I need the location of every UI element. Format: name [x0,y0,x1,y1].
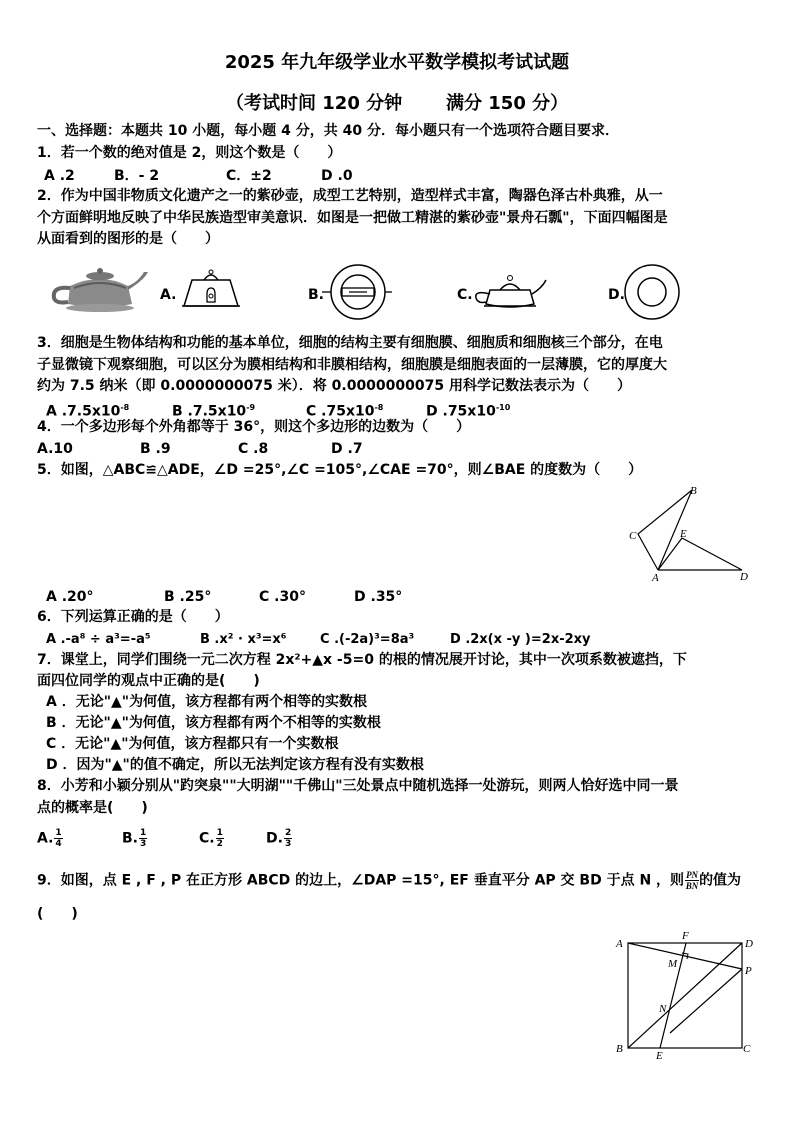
section-heading: 一、选择题：本题共 10 小题，每小题 4 分，共 40 分．每小题只有一个选项符合题目要求． [37,123,619,139]
q5-option-d: D .35° [354,589,403,605]
q3-line1: 3．细胞是生物体结构和功能的基本单位，细胞的结构主要有细胞膜、细胞质和细胞核三个部分，在电 [37,335,663,351]
q9-label-b: B [616,1043,623,1055]
q4-option-b: B .9 [140,441,171,457]
q5-label-c: C [629,530,637,542]
q8-option-c: C. $\frac{1}{2}$ [199,828,223,849]
q8-option-d: D. $\frac{2}{3}$ [266,828,292,849]
q3-line2: 子显微镜下观察细胞，可以区分为膜相结构和非膜相结构，细胞膜是细胞表面的一层薄膜，它的厚度大 [37,357,667,373]
q3-option-d: D $.75x10^{-10}$ [426,403,511,420]
q7-option-a: A ．无论"▲"为何值，该方程都有两个相等的实数根 [46,694,368,710]
exam-title: 2025 年九年级学业水平数学模拟考试试题 [224,52,570,73]
q2-line1: 2．作为中国非物质文化遗产之一的紫砂壶，成型工艺特别，造型样式丰富，陶器色泽古朴典雅，从一 [37,188,663,204]
q5-label-d: D [740,571,748,583]
q9-label-f: F [682,930,689,942]
q5-label-b: B [690,485,697,497]
q9-label-a: A [616,938,623,950]
q1-option-d: D .0 [321,168,353,184]
q3-option-a: A $.7.5x10^{-8}$ [46,403,130,420]
q9-label-m: M [668,958,678,970]
q5-stem: 5．如图，△ABC≌△ADE，∠D =25°,∠C =105°,∠CAE =70°，则∠BAE 的度数为（ ） [37,462,643,478]
q1-option-a: A .2 [44,168,75,184]
q5-label-a: A [652,572,659,584]
q2-option-c: C. [457,287,473,303]
q5-option-a: A .20° [46,589,94,605]
q1-stem: 1．若一个数的绝对值是 2，则这个数是（ ） [37,145,342,161]
q3-option-c: C $.75x10^{-8}$ [306,403,384,420]
q6-option-c: C .(-2a)³=8a³ [320,632,415,647]
q7-line2: 面四位同学的观点中正确的是( ) [37,673,260,689]
q6-option-a: A .-a⁸ ÷ a³=-a⁵ [46,632,151,647]
q4-option-a: A.10 [37,441,73,457]
q6-stem: 6．下列运算正确的是（ ） [37,609,229,625]
q9-label-d: D [745,938,753,950]
exam-time: （考试时间 120 分钟 [226,93,403,114]
q9-line2: ( ) [37,906,78,922]
q2-option-a: A. [160,287,177,303]
q5-option-b: B .25° [164,589,212,605]
q1-option-b: B．- 2 [114,168,160,184]
q5-option-c: C .30° [259,589,306,605]
q8-line2: 点的概率是( ) [37,800,148,816]
q9-square-figure [612,928,762,1060]
q8-option-a: A. $\frac{1}{4}$ [37,828,62,849]
q8-line1: 8．小芳和小颖分别从"趵突泉""大明湖""千佛山"三处景点中随机选择一处游玩，则两人恰好选中同一景 [37,778,679,794]
q9-label-n: N [659,1003,667,1015]
q9-label-e: E [656,1050,663,1060]
q4-option-d: D .7 [331,441,363,457]
q2-figure-d [622,262,682,322]
q2-figure-b [320,262,392,322]
q7-option-d: D ．因为"▲"的值不确定，所以无法判定该方程有没有实数根 [46,757,424,773]
q2-line3: 从面看到的图形的是（ ） [37,231,219,247]
q9-line1: 9．如图，点 E , F , P 在正方形 ABCD 的边上，∠DAP =15°, EF 垂直平分 AP 交 BD 于点 N ，则 $\frac{PN}{BN}$ 的值为 [37,870,742,891]
q3-option-b: B $.7.5x10^{-9}$ [172,403,256,420]
q6-option-d: D .2x(x -y )=2x-2xy [450,632,591,647]
exam-score: 满分 150 分） [446,93,569,114]
q2-figure-a [176,266,246,318]
q5-triangle-figure [626,482,756,584]
q1-option-c: C．±2 [226,168,272,184]
q6-option-b: B .x² · x³=x⁶ [200,632,287,647]
q2-line2: 个方面鲜明地反映了中华民族造型审美意识．如图是一把做工精湛的紫砂壶"景舟石瓢"，下面四幅图是 [37,210,668,226]
q3-line3: 约为 7.5 纳米（即 0.0000000075 米）．将 0.0000000075 用科学记数法表示为（ ） [37,378,631,394]
q2-option-d: D. [608,287,625,303]
teapot-photo [40,258,150,318]
q2-option-b: B. [308,287,324,303]
q9-label-c: C [743,1043,751,1055]
q7-option-c: C ．无论"▲"为何值，该方程都只有一个实数根 [46,736,339,752]
q2-figure-c [470,266,550,318]
q8-option-b: B. $\frac{1}{3}$ [122,828,147,849]
q7-option-b: B ．无论"▲"为何值，该方程都有两个不相等的实数根 [46,715,381,731]
q4-option-c: C .8 [238,441,269,457]
q7-line1: 7．课堂上，同学们围绕一元二次方程 2x²+▲x -5=0 的根的情况展开讨论，其中一次项系数被遮挡，下 [37,652,687,668]
q4-stem: 4．一个多边形每个外角都等于 36°，则这个多边形的边数为（ ） [37,419,471,435]
q5-label-e: E [680,528,687,540]
q9-label-p: P [745,965,752,977]
